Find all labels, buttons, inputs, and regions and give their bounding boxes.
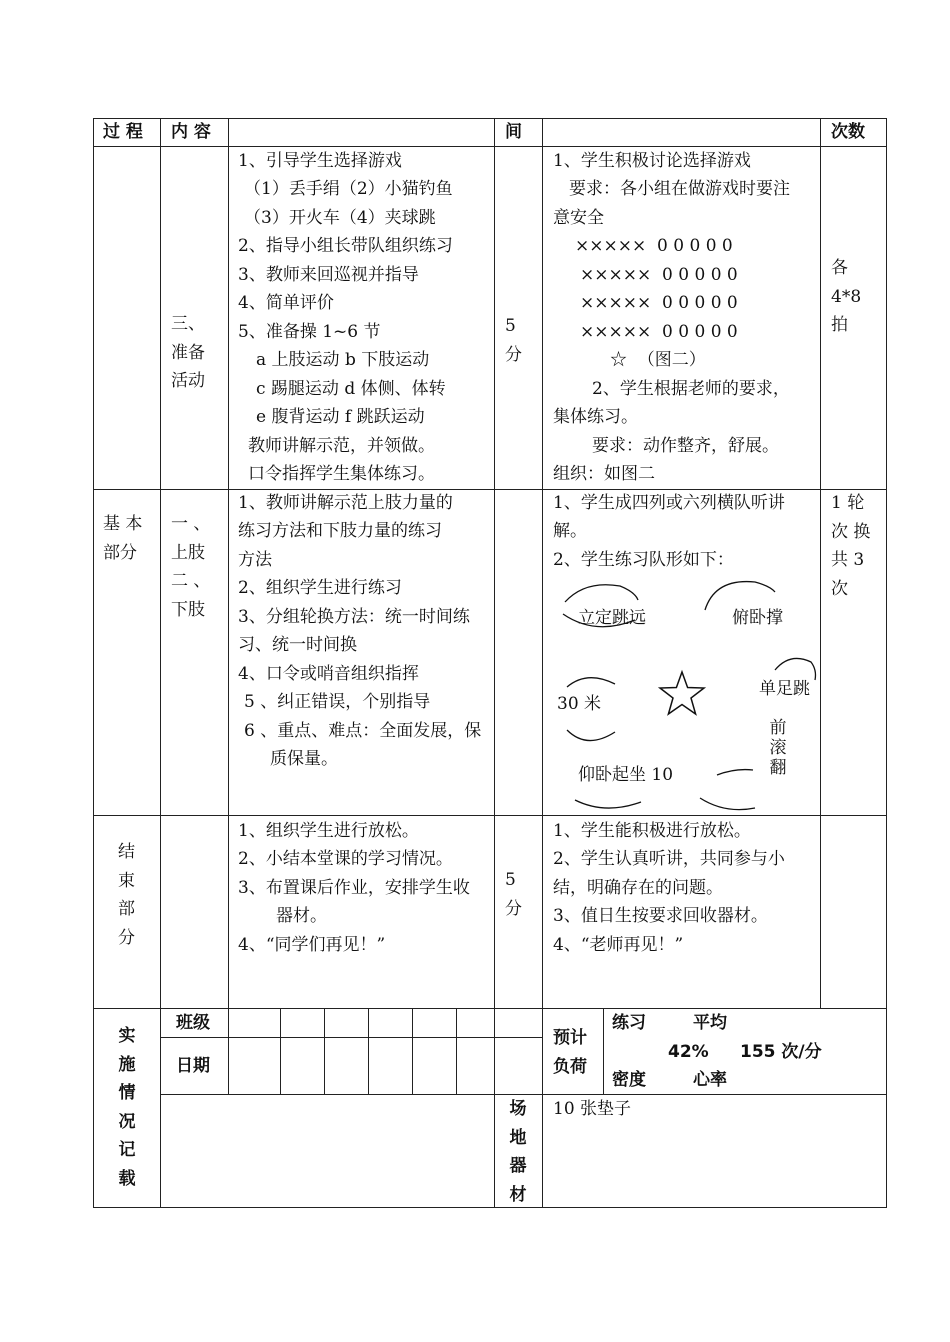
record-class-label: 班级	[176, 1013, 210, 1033]
record-density-bottom: 密度	[612, 1070, 646, 1090]
record-load-label: 预计 负荷	[553, 1028, 587, 1077]
grid-line	[228, 118, 229, 1095]
record-density-top: 练习	[612, 1013, 646, 1033]
grid-line	[820, 118, 821, 1009]
record-venue-value: 10 张垫子	[553, 1099, 632, 1119]
list-item: 1、学生成四列或六列横队听讲	[553, 493, 785, 513]
station-arc	[717, 770, 753, 775]
record-hr-value: 155 次/分	[740, 1042, 822, 1062]
list-item: 要求：各小组在做游戏时要注	[569, 179, 790, 199]
station-arc	[775, 658, 816, 680]
station-roll: 前滚翻	[769, 718, 787, 778]
grid-line	[412, 1008, 413, 1095]
list-item: 3、分组轮换方法：统一时间练	[238, 607, 470, 627]
list-item: 2、学生练习队形如下：	[553, 550, 734, 570]
station-arc	[700, 798, 755, 810]
prep-time: 5 分	[505, 316, 522, 365]
list-item: 1、学生积极讨论选择游戏	[553, 151, 751, 171]
list-item: 2、小结本堂课的学习情况。	[238, 849, 453, 869]
list-item: 方法	[238, 550, 272, 570]
end-time: 5 分	[505, 870, 522, 919]
prep-count: 各 4*8 拍	[831, 258, 862, 335]
grid-line	[886, 118, 887, 1208]
list-item: 习、统一时间换	[238, 635, 357, 655]
grid-line	[93, 815, 887, 816]
grid-line	[93, 118, 887, 119]
list-item: 4、简单评价	[238, 293, 334, 313]
basic-process: 基 本 部分	[103, 514, 143, 563]
station-arc	[567, 678, 615, 687]
list-item: 1、组织学生进行放松。	[238, 821, 419, 841]
formation-row: ××××× 0 0 0 0 0	[580, 322, 738, 342]
header-process: 过 程	[103, 122, 143, 142]
list-item: 3、值日生按要求回收器材。	[553, 906, 768, 926]
record-venue-label: 场地器材	[509, 1099, 527, 1205]
grid-line	[93, 146, 887, 147]
list-item: 要求：动作整齐，舒展。	[592, 436, 779, 456]
list-item: 5、准备操 1~6 节	[238, 322, 381, 342]
list-item: （3）开火车（4）夹球跳	[244, 208, 436, 228]
list-item: 4、口令或哨音组织指挥	[238, 664, 419, 684]
list-item: 练习方法和下肢力量的练习	[238, 521, 442, 541]
grid-line	[368, 1008, 369, 1095]
list-item: a 上肢运动 b 下肢运动	[256, 350, 430, 370]
grid-line	[494, 118, 495, 1208]
list-item: 器材。	[276, 906, 327, 926]
list-item: 教师讲解示范，并领做。	[248, 436, 435, 456]
grid-line	[542, 118, 543, 1208]
list-item: 解。	[553, 521, 587, 541]
list-item: （1）丢手绢（2）小猫钓鱼	[244, 179, 453, 199]
star-icon	[660, 672, 704, 714]
list-item: 2、组织学生进行练习	[238, 578, 402, 598]
grid-line	[603, 1008, 604, 1095]
list-item: 4、“同学们再见！”	[238, 935, 386, 955]
station-arc	[567, 730, 615, 741]
formation-row: ××××× 0 0 0 0 0	[580, 293, 738, 313]
prep-label: 三、 准备 活动	[171, 314, 205, 391]
station-pushup: 俯卧撑	[732, 608, 783, 628]
formation-caption: ☆ （图二）	[610, 350, 706, 370]
list-item: 1、学生能积极进行放松。	[553, 821, 751, 841]
list-item: e 腹背运动 f 跳跃运动	[256, 407, 425, 427]
list-item: 3、布置课后作业，安排学生收	[238, 878, 470, 898]
list-item: 1、引导学生选择游戏	[238, 151, 402, 171]
grid-line	[93, 1207, 887, 1208]
record-hr-top: 平均	[693, 1013, 727, 1033]
grid-line	[160, 1037, 542, 1038]
header-time: 间	[505, 122, 522, 142]
list-item: 3、教师来回巡视并指导	[238, 265, 419, 285]
grid-line	[93, 1008, 887, 1009]
basic-count: 1 轮 次 换 共 3 次	[831, 493, 871, 599]
record-date-label: 日期	[176, 1056, 210, 1076]
list-item: 5 、纠正错误，个别指导	[244, 692, 431, 712]
station-situp: 仰卧起坐 10	[578, 765, 674, 785]
header-content: 内 容	[171, 122, 211, 142]
formation-row: ××××× 0 0 0 0 0	[580, 265, 738, 285]
station-long-jump: 立定跳远	[578, 608, 646, 628]
grid-line	[93, 118, 94, 1208]
grid-line	[324, 1008, 325, 1095]
list-item: 2、指导小组长带队组织练习	[238, 236, 453, 256]
grid-line	[160, 118, 161, 1208]
list-item: 质保量。	[270, 749, 338, 769]
record-hr-bottom: 心率	[693, 1070, 727, 1090]
list-item: 4、“老师再见！”	[553, 935, 684, 955]
list-item: 1、教师讲解示范上肢力量的	[238, 493, 453, 513]
record-title: 实施情况记载	[118, 1026, 136, 1189]
list-item: c 踢腿运动 d 体侧、体转	[256, 379, 446, 399]
list-item: 结，明确存在的问题。	[553, 878, 723, 898]
list-item: 2、学生认真听讲，共同参与小	[553, 849, 785, 869]
list-item: 组织：如图二	[553, 464, 655, 484]
station-rotation-diagram	[545, 570, 820, 815]
station-arc	[575, 800, 641, 808]
formation-row: ××××× 0 0 0 0 0	[575, 236, 733, 256]
grid-line	[280, 1008, 281, 1095]
basic-content: 一 、 上肢 二 、 下肢	[171, 514, 211, 620]
list-item: 口令指挥学生集体练习。	[248, 464, 435, 484]
list-item: 6 、重点、难点：全面发展，保	[244, 721, 482, 741]
list-item: 意安全	[553, 208, 604, 228]
station-arc	[705, 582, 775, 610]
list-item: 2、学生根据老师的要求，	[592, 379, 790, 399]
grid-line	[456, 1008, 457, 1095]
record-density-value: 42%	[668, 1042, 709, 1062]
station-sprint: 30 米	[557, 694, 602, 714]
list-item: 集体练习。	[553, 407, 638, 427]
station-arc	[565, 585, 638, 602]
station-single-leg: 单足跳	[759, 679, 810, 699]
header-count: 次数	[831, 122, 865, 142]
end-process: 结 束 部 分	[118, 842, 135, 948]
